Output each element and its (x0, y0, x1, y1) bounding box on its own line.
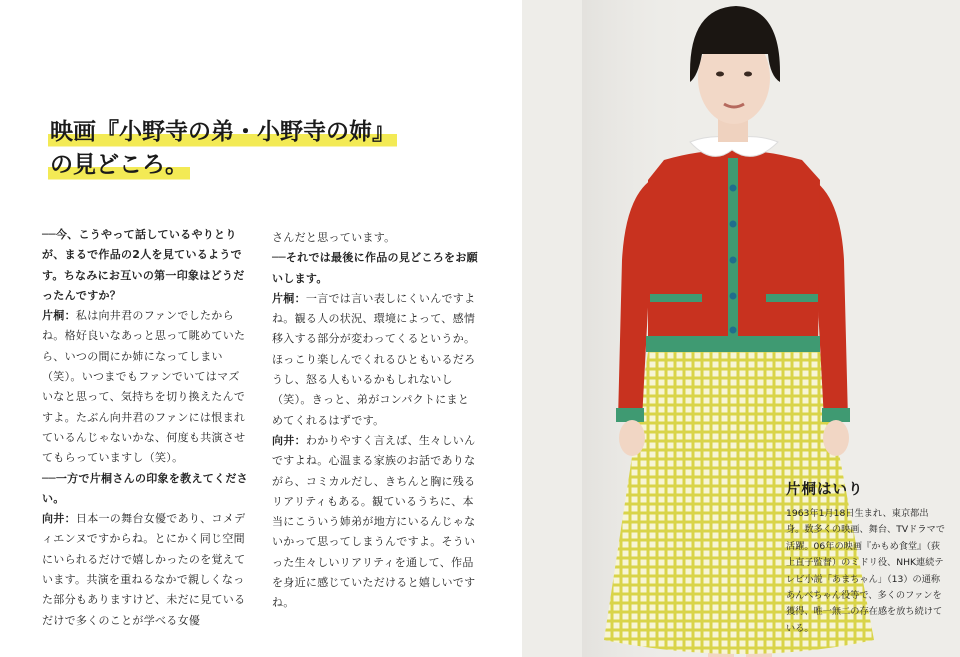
profile-text: 1963年1月18日生まれ、東京都出身。数多くの映画、舞台、TVドラマで活躍。06年の映画『かもめ食堂』（荻上直子監督）のミドリ役、NHK連続テレビ小説「あまちゃん」（13）の通称あんべちゃん役等で、多くのファンを獲得、唯一無二の存在感を放ち続けている。 (786, 508, 945, 634)
title-line-2: の見どころ。 (48, 149, 190, 182)
interview-question: ──一方で片桐さんの印象を教えてください。 (42, 471, 248, 505)
answer-text: 私は向井君のファンでしたからね。格好良いなあっと思って眺めていたら、いつの間にか姉になってしまい（笑）。いつまでもファンでいてはマズいなと思って、気持ちを切り換えたんですよ。たぶん向井君のファンには恨まれているんじゃないかな、何度も共演させてもらっていますし（笑）。 (42, 309, 246, 465)
interview-answer (272, 228, 480, 248)
speaker-label: 片桐： (272, 291, 306, 305)
interview-answer (272, 431, 480, 614)
article-title (48, 116, 397, 182)
interview-question: ──今、こうやって話しているやりとりが、まるで作品の2人を見ているようです。ちなみにお互いの第一印象はどうだったんですか？ (42, 228, 245, 302)
interview-column-1 (42, 225, 250, 631)
speaker-label: 向井： (272, 433, 306, 447)
answer-text: 一言では言い表しにくいんですよね。観る人の状況、環境によって、感情移入する部分が変わってくるというか。ほっこり楽しんでくれるひともいるだろうし、怒る人もいるかもしれないし（笑）。きっと、弟がコンパクトにまとめてくれるはずです。 (272, 291, 476, 427)
answer-text: さんだと思っています。 (272, 231, 396, 244)
interview-column-2 (272, 228, 480, 614)
speaker-label: 向井： (42, 512, 76, 526)
answer-text: わかりやすく言えば、生々しいんですよね。心温まる家族のお話でありながら、コミカルだし、きちんと胸に残るリアリティもある。観ているうちに、本当にこういう姉弟が地方にいるんじゃないかって思ってしまうんですよ。そういった生々しいリアリティを通して、作品を身近に感じていただけると嬉しいですね。 (272, 433, 476, 610)
interview-question: ──それでは最後に作品の見どころをお願いします。 (272, 251, 478, 285)
interview-answer (42, 509, 250, 631)
interview-answer (42, 306, 250, 468)
interview-answer (272, 289, 480, 431)
answer-text: 日本一の舞台女優であり、コメディエンヌですからね。とにかく同じ空間にいられるだけで嬉しかったのを覚えています。共演を重ねるなかで親しくなった部分もありますけど、未だに見ているだけで多くのことが学べる女優 (42, 512, 246, 627)
speaker-label: 片桐： (42, 309, 76, 323)
profile-name: 片桐はいり (786, 482, 864, 498)
title-line-1: 映画『小野寺の弟・小野寺の姉』 (48, 116, 397, 149)
